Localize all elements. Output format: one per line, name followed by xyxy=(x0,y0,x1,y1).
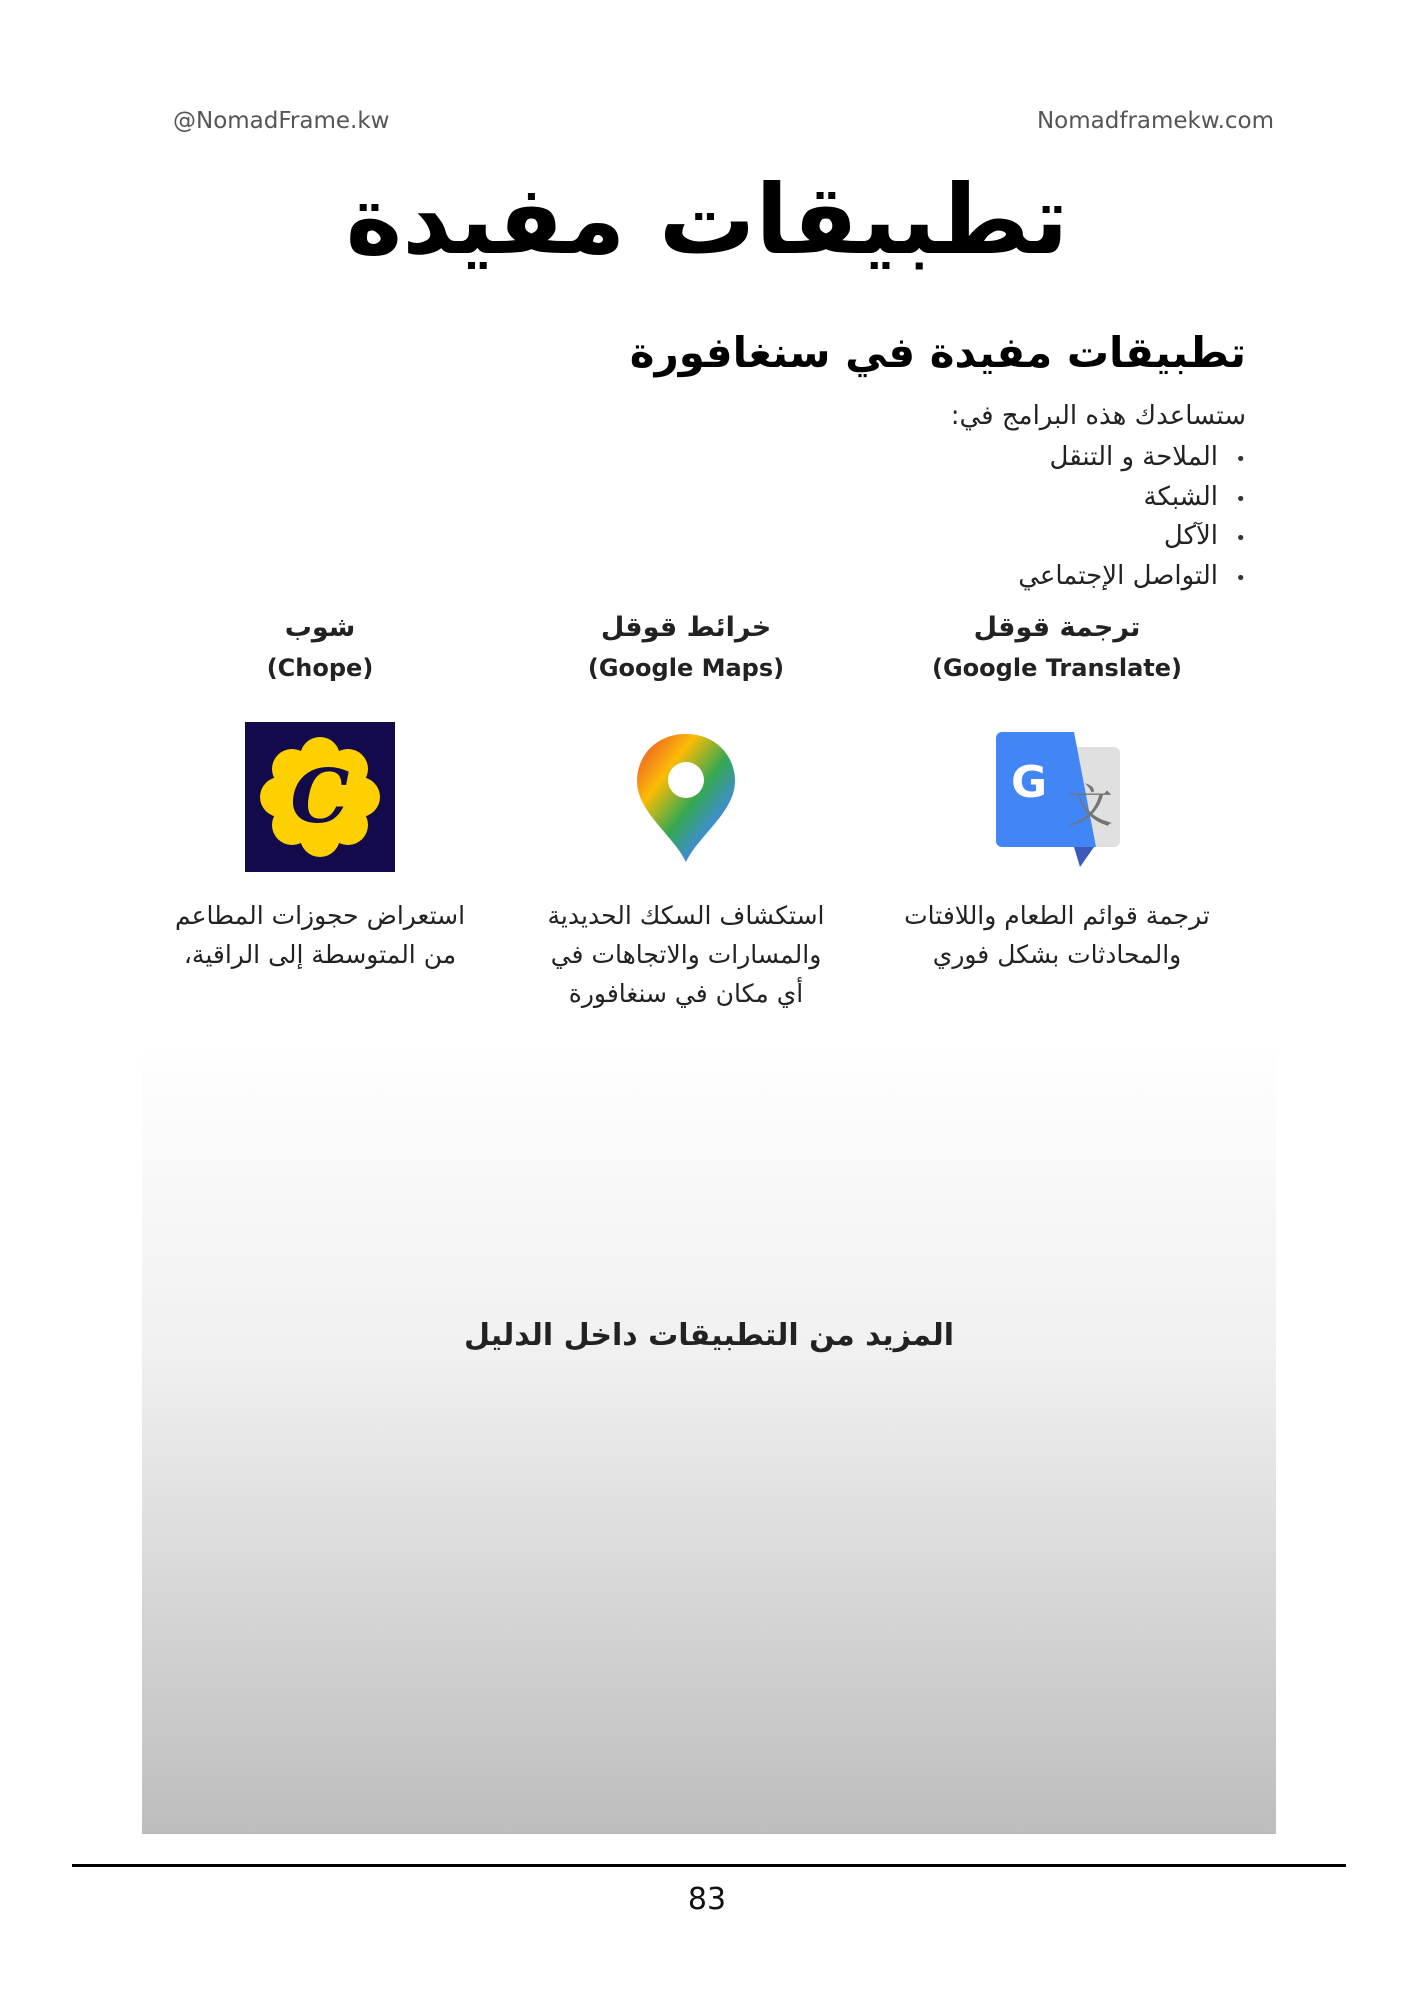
list-item: • الشبكة xyxy=(518,478,1218,518)
google-maps-icon xyxy=(611,722,761,872)
google-translate-icon xyxy=(982,722,1132,872)
list-item: • الآكل xyxy=(518,517,1218,557)
app-name-ar: شوب xyxy=(284,612,356,643)
app-description xyxy=(877,896,1237,974)
app-name-ar: ترجمة قوقل xyxy=(973,612,1141,643)
footer-divider xyxy=(72,1864,1346,1867)
app-card-google-translate xyxy=(877,610,1237,974)
desc-line: من المتوسطة إلى الراقية، xyxy=(183,940,457,969)
chope-icon xyxy=(245,722,395,872)
svg-text:C: C xyxy=(290,754,350,840)
app-card-google-maps xyxy=(506,610,866,1013)
app-name-en: (Google Translate) xyxy=(932,654,1182,682)
svg-text:G: G xyxy=(1010,757,1048,808)
list-item: • التواصل الإجتماعي xyxy=(518,557,1218,597)
app-name-ar: خرائط قوقل xyxy=(600,612,772,643)
app-description xyxy=(506,896,866,1013)
desc-line: والمحادثات بشكل فوري xyxy=(932,940,1182,969)
promo-text: المزيد من التطبيقات داخل الدليل xyxy=(463,1318,955,1353)
app-name-en: (Chope) xyxy=(266,654,374,682)
page-title: تطبيقات مفيدة xyxy=(345,164,1069,276)
desc-line: ترجمة قوائم الطعام واللافتات xyxy=(904,901,1210,930)
desc-line: أي مكان في سنغافورة xyxy=(568,979,804,1008)
desc-line: والمسارات والاتجاهات في xyxy=(550,940,822,969)
app-description xyxy=(140,896,500,974)
desc-line: استعراض حجوزات المطاعم xyxy=(174,901,466,930)
list-item: • الملاحة و التنقل xyxy=(518,438,1218,478)
app-card-chope xyxy=(140,610,500,974)
svg-text:文: 文 xyxy=(1067,779,1113,833)
desc-line: استكشاف السكك الحديدية xyxy=(547,901,825,930)
section-title: تطبيقات مفيدة في سنغافورة xyxy=(629,328,1246,377)
app-name-en: (Google Maps) xyxy=(587,654,785,682)
feature-list xyxy=(518,438,1246,596)
website-url: Nomadframekw.com xyxy=(1036,108,1274,134)
social-handle: @NomadFrame.kw xyxy=(173,108,390,134)
section-intro: ستساعدك هذه البرامج في: xyxy=(950,401,1246,431)
promo-banner xyxy=(142,1040,1276,1834)
page-number: 83 xyxy=(687,1882,727,1917)
